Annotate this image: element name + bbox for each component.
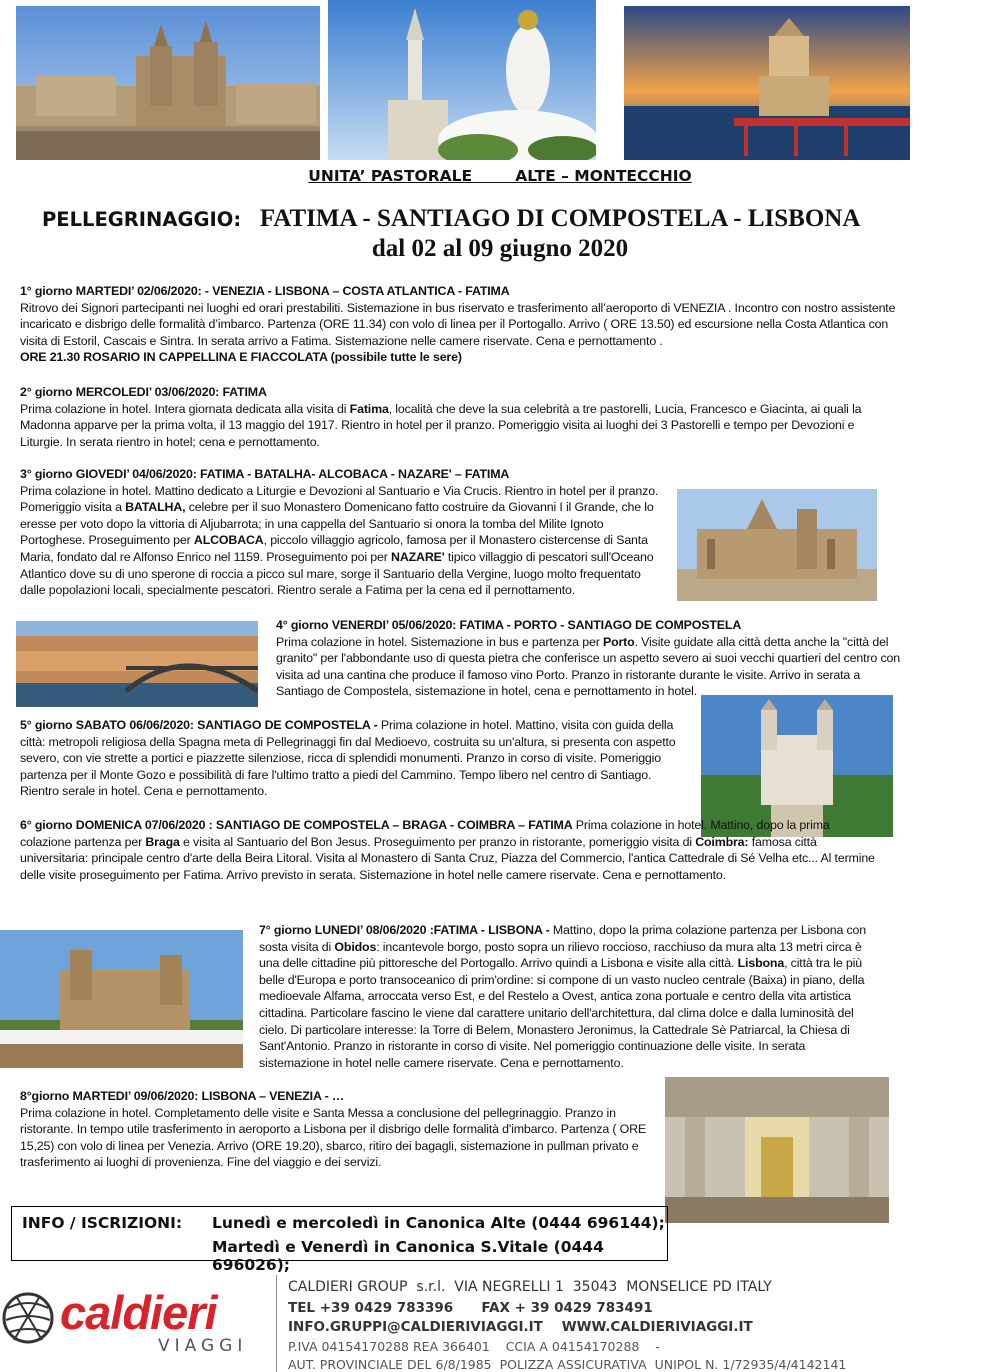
pilgrimage-title — [42, 205, 860, 233]
company-vat: P.IVA 04154170288 REA 366401 CCIA A 04154170288 - — [288, 1339, 660, 1354]
day-2 — [20, 384, 900, 450]
company-address: CALDIERI GROUP s.r.l. VIA NEGRELLI 1 35043 MONSELICE PD ITALY — [288, 1279, 772, 1295]
info-line-svitale: Martedì e Venerdì in Canonica S.Vitale (0444 696026); — [212, 1238, 604, 1274]
day-6 — [20, 817, 880, 883]
day-7-body: 7° giorno LUNEDI’ 08/06/2020 :FATIMA - LISBONA - Mattino, dopo la prima colazione partenza per Lisbona con sosta visita di Obidos: incantevole borgo, posto sopra un rilievo roccioso, racchiuso da mura alta 13 metri circa è una delle cittadine più pittoresche del Portogallo. Arrivo quindi a Lisbona e visite alla città. Lisbona, città tra le più belle d'Europa e porto transoceanico di prim'ordine: si compone di un vasto nucleo centrale (Baixa) in piano, della medioevale Alfama, arroccata verso Est, e del Restelo a Ovest, antica zona portuale e centro della vita artistica cittadina. Particolare fascino le viene dal carattere unitario dell'architettura, dal clima dolce e dalla luminosità del cielo. Di particolare interesse: la Torre di Belem, Monastero Jeronimus, la Cattedrale Sè Patriarcal, la Chiesa di Sant'Antonio. Pranzo in ristorante in corso di visite. Nel pomeriggio continuazione delle visite. In serata sistemazione in hotel nelle camere riservate. Cena e pernottamento. — [259, 923, 867, 1070]
company-web: INFO.GRUPPI@CALDIERIVIAGGI.IT WWW.CALDIERIVIAGGI.IT — [288, 1319, 753, 1335]
day-8 — [20, 1088, 648, 1171]
fatima-sanctuary-photo — [328, 0, 596, 160]
day-7 — [259, 922, 871, 1071]
church-interior-photo — [665, 1077, 889, 1223]
day-3 — [20, 466, 666, 599]
day-8-heading: 8°giorno MARTEDI’ 09/06/2020: LISBONA – VENEZIA - … — [20, 1089, 345, 1103]
day-7-heading: 7° giorno LUNEDI’ 08/06/2020 :FATIMA - LISBONA - — [259, 923, 550, 937]
porto-city-photo — [16, 621, 258, 707]
brand-name: caldieri — [60, 1286, 217, 1339]
info-label: INFO / ISCRIZIONI: — [22, 1214, 183, 1232]
info-registration-box — [11, 1206, 668, 1274]
info-line-alte: Lunedì e mercoledì in Canonica Alte (0444 696144); — [212, 1214, 665, 1232]
title-lead: PELLEGRINAGGIO: — [42, 208, 242, 231]
title-destinations: FATIMA - SANTIAGO DI COMPOSTELA - LISBONA — [241, 205, 861, 232]
day-4-heading: 4° giorno VENERDI’ 05/06/2020: FATIMA - PORTO - SANTIAGO DE COMPOSTELA — [276, 618, 742, 632]
day-5 — [20, 717, 688, 800]
brand-subtitle: VIAGGI — [158, 1336, 248, 1356]
belem-tower-photo — [624, 6, 910, 160]
pilgrimage-dates: dal 02 al 09 giugno 2020 — [371, 235, 629, 262]
day-8-body: Prima colazione in hotel. Completamento delle visite e Santa Messa a conclusione del pellegrinaggio. Pranzo in ristorante. In tempo utile trasferimento in aeroporto a Lisbona per il disbrigo delle formalità d'imbarco. Partenza ( ORE 15,25) con volo di linea per Venezia. Arrivo (ORE 19.20), sbarco, ritiro dei bagagli, sistemazione in pullman privato e trasferimento ai luoghi di provenienza. Fine del viaggio e dei servizi. — [20, 1105, 647, 1170]
day-4 — [276, 617, 900, 700]
company-phones: TEL +39 0429 783396 FAX + 39 0429 783491 — [288, 1300, 653, 1316]
day-1-note: ORE 21.30 ROSARIO IN CAPPELLINA E FIACCOLATA (possibile tutte le sere) — [20, 350, 462, 365]
day-1 — [20, 283, 900, 366]
parish-subtitle: UNITA’ PASTORALE ALTE – MONTECCHIO — [308, 167, 692, 185]
day-2-body: Prima colazione in hotel. Intera giornata dedicata alla visita di Fatima, località che deve la sua celebrità a tre pastorelli, Lucia, Francesco e Giacinta, ai quali la Madonna apparve per la prima volta, il 13 maggio del 1917. Rientro in hotel per il pranzo. Pomeriggio visita ai luoghi dei 3 Pastorelli e tempo per Devozioni e Liturgie. In serata rientro in hotel; cena e pernottamento. — [20, 401, 862, 449]
day-1-body: Ritrovo dei Signori partecipanti nei luoghi ed orari prestabiliti. Sistemazione in bus riservato e trasferimento all’aeroporto di VENEZIA . Incontro con nostro assistente incaricato e disbrigo delle formalità d’imbarco. Partenza (ORE 11.34) con volo di linea per il Portogallo. Arrivo ( ORE 13.50) ed escursione nella Costa Atlantica con visita di Estoril, Cascais e Sintra. In serata arrivo a Fatima. Sistemazione nelle camere riservate. Cena e pernottamento . — [20, 300, 896, 348]
day-6-heading: 6° giorno DOMENICA 07/06/2020 : SANTIAGO DE COMPOSTELA – BRAGA - COIMBRA – FATIMA — [20, 818, 573, 832]
day-2-heading: 2° giorno MERCOLEDI’ 03/06/2020: FATIMA — [20, 385, 267, 399]
santiago-cathedral-photo — [16, 6, 320, 160]
day-3-heading: 3° giorno GIOVEDI’ 04/06/2020: FATIMA - BATALHA- ALCOBACA - NAZARE' – FATIMA — [20, 467, 510, 481]
footer-divider — [276, 1275, 277, 1372]
company-license: AUT. PROVINCIALE DEL 6/8/1985 POLIZZA ASSICURATIVA UNIPOL N. 1/72935/4/4142141 — [288, 1357, 847, 1372]
obidos-castle-photo — [0, 930, 243, 1068]
batalha-monastery-photo — [677, 489, 877, 601]
day-6-body: 6° giorno DOMENICA 07/06/2020 : SANTIAGO DE COMPOSTELA – BRAGA - COIMBRA – FATIMA Prima colazione in hotel. Mattino, dopo la prima colazione partenza per Braga e visita al Santuario del Bon Jesus. Proseguimento per pranzo in ristorante, pomeriggio visita di Coimbra: famosa città universitaria: principale centro d'arte della Beira Litoral. Visita al Monastero di Santa Cruz, Piazza del Commercio, l'antica Cattedrale di Sé Velha etc... Al termine delle visite proseguimento per Fatima. Arrivo previsto in serata. Sistemazione in hotel nelle camere riservate. Cena e pernottamento. — [20, 818, 875, 882]
day-5-body: 5° giorno SABATO 06/06/2020: SANTIAGO DE COMPOSTELA - Prima colazione in hotel. Mattino, visita con guida della città: metropoli religiosa della Spagna meta di Pellegrinaggi fin dal Medioevo, costruita su un'altura, si presenta con aspetto severo, con vie strette a portici e piazzette silenziose, ricca di splendidi monumenti. Pranzo in corso di visite. Pomeriggio partenza per il Monte Gozo e possibilità di fare l'ultimo tratto a piedi del Cammino. Tempo libero nel centro di Santiago. Rientro serale in hotel. Cena e pernottamento. — [20, 718, 676, 799]
day-1-heading: 1° giorno MARTEDI’ 02/06/2020: - VENEZIA - LISBONA – COSTA ATLANTICA - FATIMA — [20, 284, 510, 298]
day-5-heading: 5° giorno SABATO 06/06/2020: SANTIAGO DE COMPOSTELA - — [20, 718, 378, 732]
day-3-body: Prima colazione in hotel. Mattino dedicato a Liturgie e Devozioni al Santuario e Via Crucis. Rientro in hotel per il pranzo. Pomeriggio visita a BATALHA, celebre per il suo Monastero Domenicano fatto costruire da Giovanni I il Grande, che lo eresse per voto dopo la vittoria di Aljubarrota; in una cappella del Santuario si onora la tomba del Milite Ignoto Portoghese. Proseguimento per ALCOBACA, piccolo villaggio agricolo, famosa per il Monastero cistercense di Santa Maria, fondato dal re Alfonso Enrico nel 1159. Proseguimento poi per NAZARE' tipico villaggio di pescatori sull'Oceano Atlantico dove su di uno sperone di roccia a picco sul mare, sorge il Santuario della Vergine, luogo molto frequentato dalle popolazioni locali, specialmente pescatori. Rientro serale a Fatima per la cena ed il pernottamento. — [20, 483, 659, 598]
bom-jesus-sanctuary-photo — [701, 695, 893, 837]
day-4-body: Prima colazione in hotel. Sistemazione in bus e partenza per Porto. Visite guidate alla città detta anche la "città del granito" per l'abbondante uso di questa pietra che conferisce un aspetto severo ai suoi vecchi quartieri del centro con visita ad una cantina che produce il famoso vino Porto. Pranzo in ristorante durante le visite. Arrivo in serata a Santiago de Compostela, sistemazione in hotel, cena e pernottamento in hotel. — [276, 634, 900, 699]
